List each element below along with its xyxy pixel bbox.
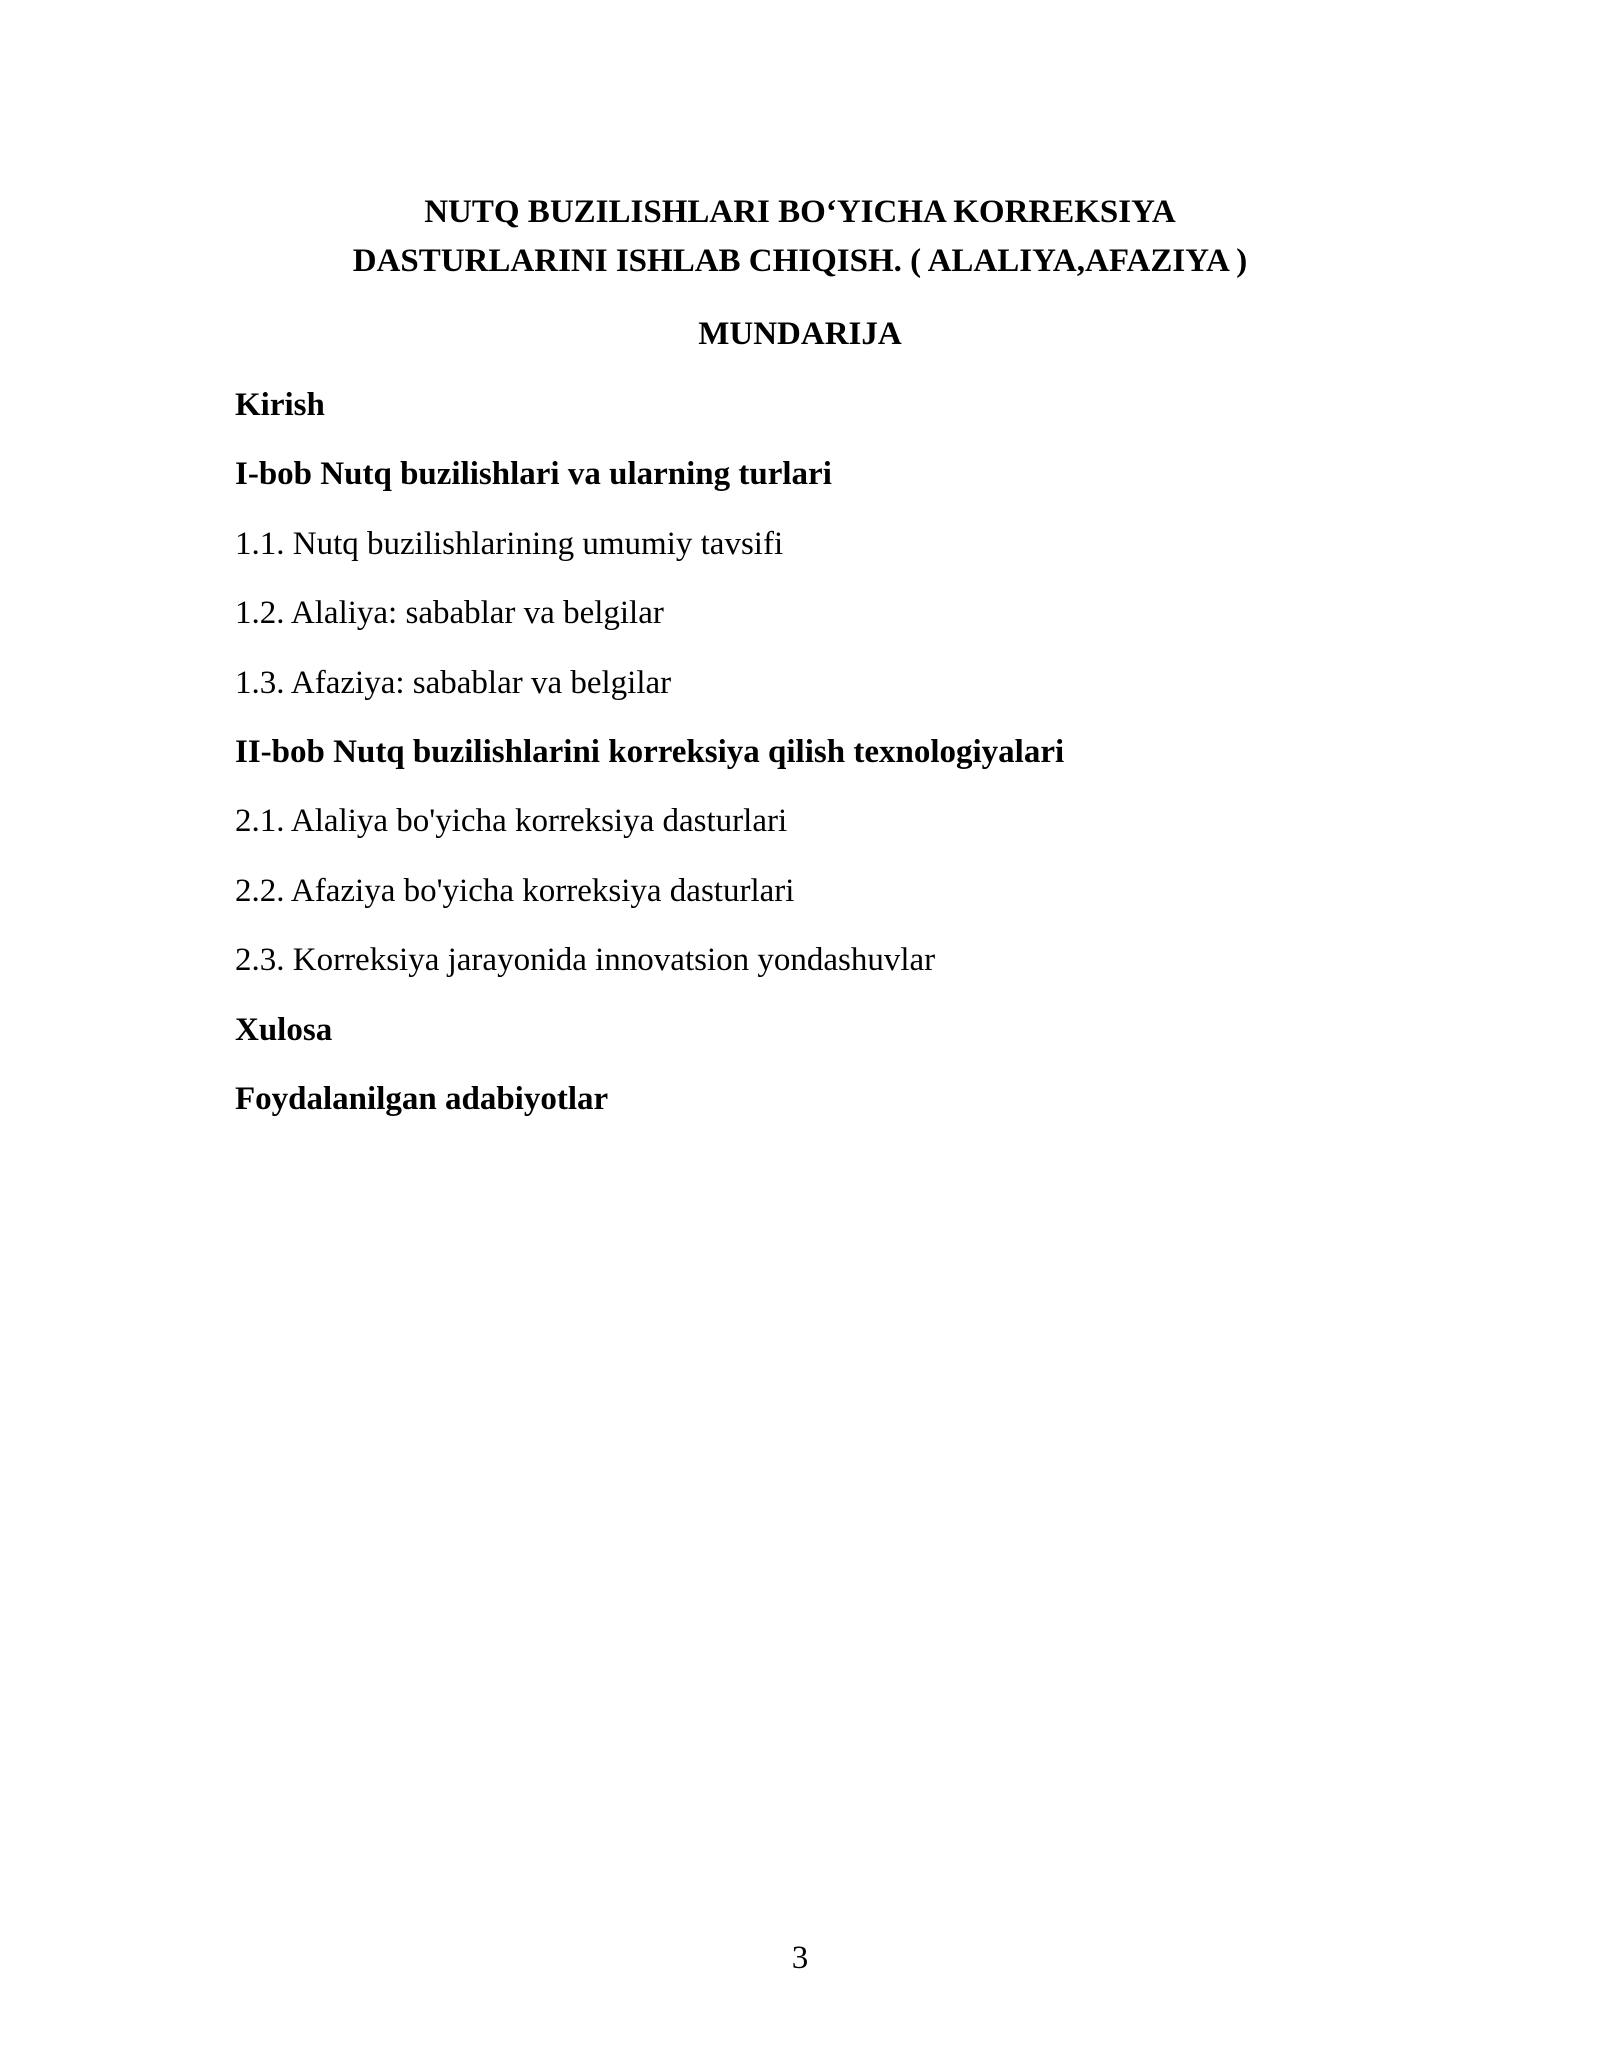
toc-item-section-1-2: 1.2. Alaliya: sabablar va belgilar [235, 595, 664, 632]
document-title-line-1: NUTQ BUZILISHLARI BO‘YICHA KORREKSIYA [424, 194, 1176, 230]
toc-item-section-1-1: 1.1. Nutq buzilishlarining umumiy tavsifi [235, 525, 784, 562]
document-title-line-2: DASTURLARINI ISHLAB CHIQISH. ( ALALIYA,AFAZIYA ) [352, 243, 1248, 279]
toc-item-chapter-2: II-bob Nutq buzilishlarini korreksiya qilish texnologiyalari [235, 733, 1065, 770]
toc-item-section-2-1: 2.1. Alaliya bo'yicha korreksiya dasturlari [235, 803, 788, 840]
toc-item-xulosa: Xulosa [235, 1011, 333, 1048]
toc-item-kirish: Kirish [235, 387, 325, 423]
toc-item-chapter-1: I-bob Nutq buzilishlari va ularning turlari [235, 456, 832, 493]
toc-item-references: Foydalanilgan adabiyotlar [235, 1080, 609, 1117]
toc-item-section-1-3: 1.3. Afaziya: sabablar va belgilar [235, 664, 672, 701]
table-of-contents [235, 384, 1395, 1147]
table-of-contents-heading: MUNDARIJA [698, 316, 902, 352]
toc-item-section-2-2: 2.2. Afaziya bo'yicha korreksiya dasturlari [235, 872, 795, 909]
toc-item-section-2-3: 2.3. Korreksiya jarayonida innovatsion yondashuvlar [235, 942, 936, 979]
document-title [0, 188, 1600, 286]
page-number: 3 [791, 1940, 809, 1976]
